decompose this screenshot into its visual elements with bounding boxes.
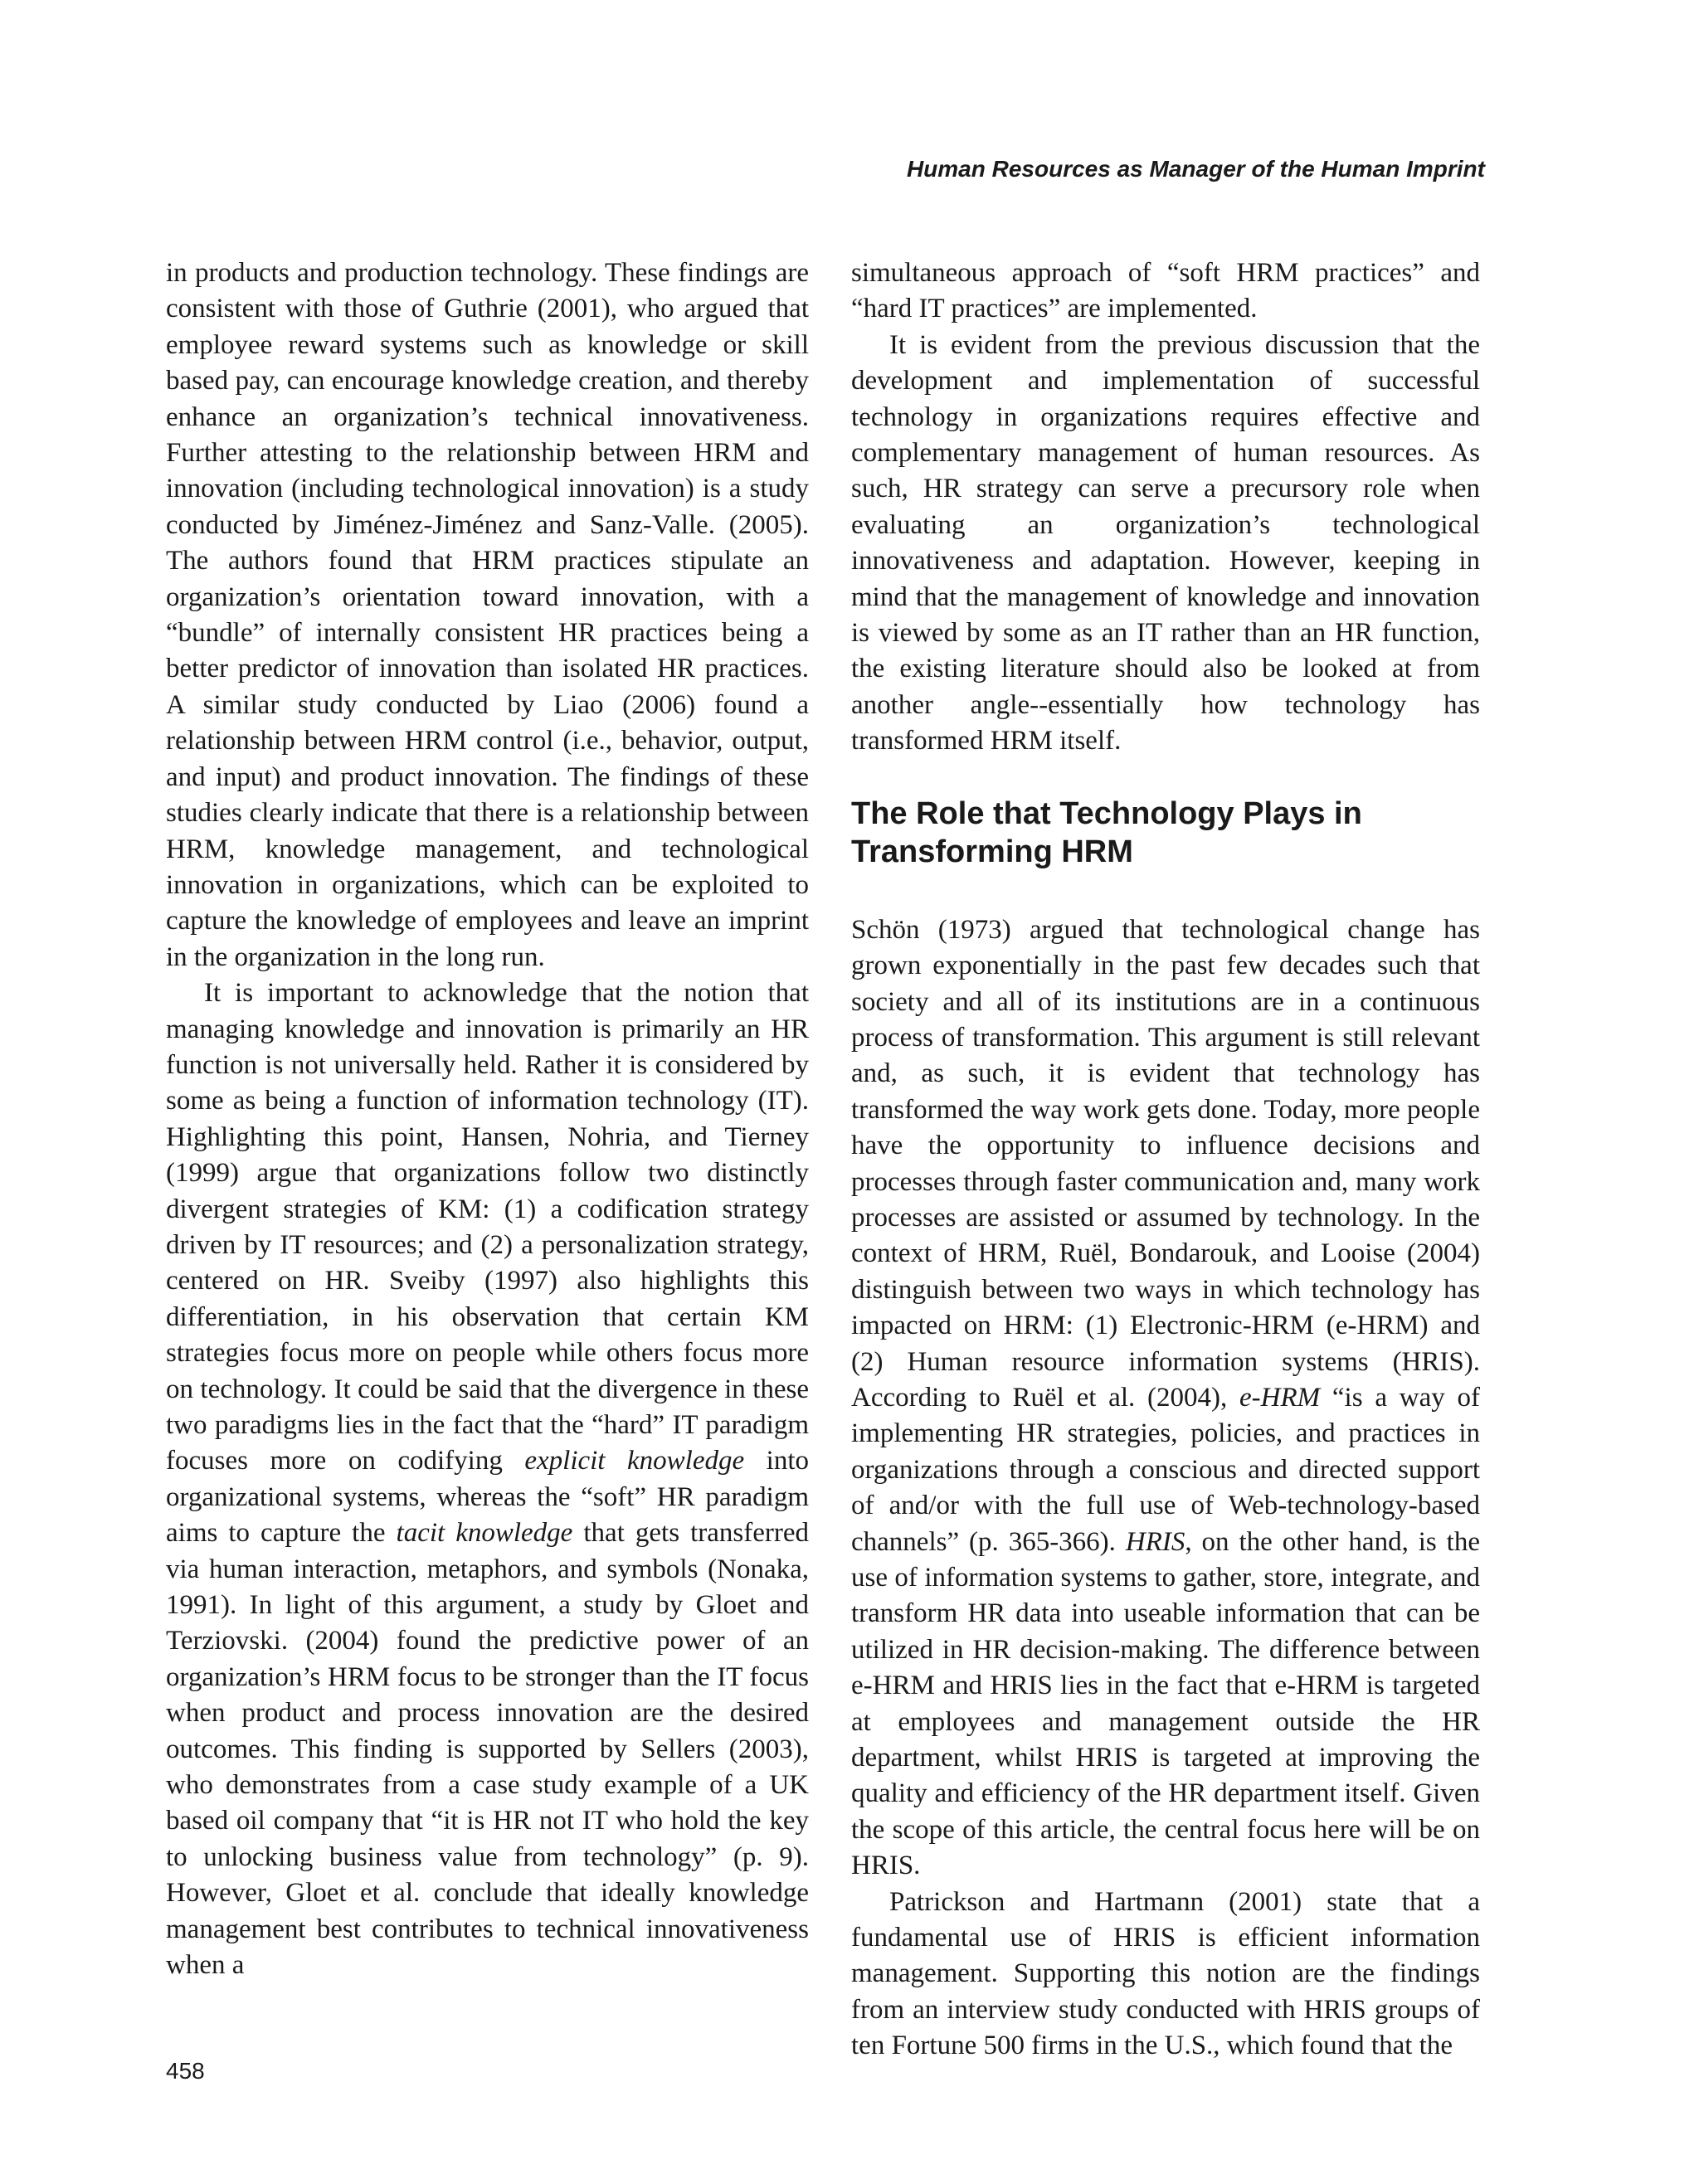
right-paragraph-3 [851,912,1480,1885]
right-paragraph-3-part-a: Schön (1973) argued that technological change has grown exponentially in the past few decades such that society and all of its institutions are in a continuous process of transformation. This argument is still relevant and, as such, it is evident that technology has transformed the way work gets done. Today, more people have the opportunity to influence decisions and processes through faster communication and, many work processes are assisted or assumed by technology. In the context of HRM, Ruël, Bondarouk, and Looise (2004) distinguish between two ways in which technology has impacted on HRM: (1) Electronic-HRM (e-HRM) and (2) Human resource information systems (HRIS). According to Ruël et al. (2004), [851,914,1480,1413]
left-paragraph-2-emphasis-1: explicit knowledge [524,1446,745,1476]
left-paragraph-2-emphasis-2: tacit knowledge [396,1518,573,1549]
right-column [851,255,1480,2065]
right-paragraph-3-part-b: “is a way of implementing HR strategies, policies, and practices in organizations through a conscious and directed support of and/or with the full use of Web-technology-based channels” (p. 365-366). [851,1382,1480,1557]
left-paragraph-1: in products and production technology. These findings are consistent with those of Guthrie (2001), who argued that employee reward systems such as knowledge or skill based pay, can encourage knowledge creation, and thereby enhance an organization’s technical innovativeness. Further attesting to the relationship between HRM and innovation (including technological innovation) is a study conducted by Jiménez-Jiménez and Sanz-Valle. (2005). The authors found that HRM practices stipulate an organization’s orientation toward innovation, with a “bundle” of internally consistent HR practices being a better predictor of innovation than isolated HR practices. A similar study conducted by Liao (2006) found a relationship between HRM control (i.e., behavior, output, and input) and product innovation. The findings of these studies clearly indicate that there is a relationship between HRM, knowledge management, and technological innovation in organizations, which can be exploited to capture the knowledge of employees and leave an imprint in the organization in the long run. [166,258,809,972]
right-paragraph-3-emphasis-1: e-HRM [1239,1382,1321,1413]
left-paragraph-2-part-c: that gets transferred via human interaction, metaphors, and symbols (Nonaka, 1991). In light of this argument, a study by Gloet and Terziovski. (2004) found the predictive power of an organization’s HRM focus to be stronger than the IT focus when product and process innovation are the desired outcomes. This finding is supported by Sellers (2003), who demonstrates from a case study example of a UK based oil company that “it is HR not IT who hold the key to unlocking business value from technology” (p. 9). However, Gloet et al. conclude that ideally knowledge management best contributes to technical innovativeness when a [166,1518,809,1981]
right-paragraph-2: It is evident from the previous discussion that the development and implementation of successful technology in organizations requires effective and complementary management of human resources. As such, HR strategy can serve a precursory role when evaluating an organization’s technological innovativeness and adaptation. However, keeping in mind that the management of knowledge and innovation is viewed by some as an IT rather than an HR function, the existing literature should also be looked at from another angle--essentially how technology has transformed HRM itself. [851,329,1480,756]
running-header: Human Resources as Manager of the Human Imprint [906,156,1485,182]
right-paragraph-3-emphasis-2: HRIS [1125,1526,1185,1557]
section-heading: The Role that Technology Plays in Transforming HRM [851,795,1362,869]
page-number: 458 [166,2058,205,2084]
right-paragraph-1: simultaneous approach of “soft HRM practices” and “hard IT practices” are implemented. [851,258,1480,324]
right-paragraph-4: Patrickson and Hartmann (2001) state that a fundamental use of HRIS is efficient information management. Supporting this notion are the findings from an interview study conducted with HRIS groups of ten Fortune 500 firms in the U.S., which found that the [851,1886,1480,2061]
left-column [166,255,809,1984]
right-paragraph-3-part-c: , on the other hand, is the use of information systems to gather, store, integrate, and transform HR data into useable information that can be utilized in HR decision-making. The difference between e-HRM and HRIS lies in the fact that e-HRM is targeted at employees and management outside the HR department, whilst HRIS is targeted at improving the quality and efficiency of the HR department itself. Given the scope of this article, the central focus here will be on HRIS. [851,1526,1480,1881]
left-paragraph-2-part-a: It is important to acknowledge that the notion that managing knowledge and innovation is primarily an HR function is not universally held. Rather it is considered by some as being a function of information technology (IT). Highlighting this point, Hansen, Nohria, and Tierney (1999) argue that organizations follow two distinctly divergent strategies of KM: (1) a codification strategy driven by IT resources; and (2) a personalization strategy, centered on HR. Sveiby (1997) also highlights this differentiation, in his observation that certain KM strategies focus more on people while others focus more on technology. It could be said that the divergence in these two paradigms lies in the fact that the “hard” IT paradigm focuses more on codifying [166,978,809,1476]
left-paragraph-2 [166,975,809,1983]
left-paragraph-2-part-b: into organizational systems, whereas the “soft” HR paradigm aims to capture the [166,1446,809,1549]
